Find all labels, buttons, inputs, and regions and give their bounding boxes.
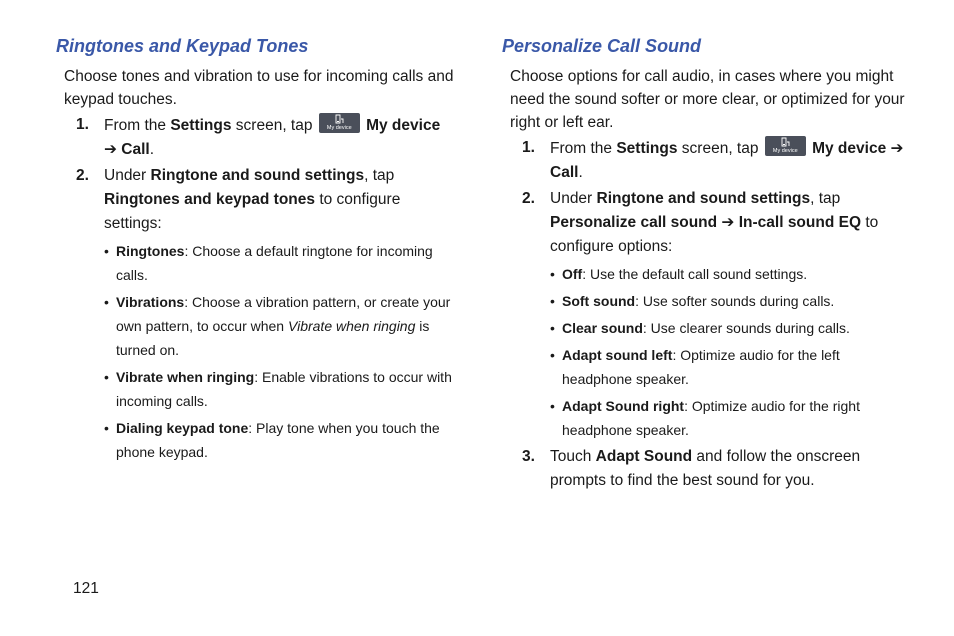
my-device-icon: My device: [765, 136, 806, 156]
step-1: 1. From the Settings screen, tap My device My device ➔ Call.: [56, 113, 456, 162]
step-number: 2.: [522, 190, 535, 207]
settings-term: Settings: [170, 117, 232, 134]
call-term: Call: [121, 141, 150, 158]
step-2: 2. Under Ringtone and sound settings, tap Ringtones and keypad tones to configure settings:: [56, 164, 456, 236]
my-device-term: My device: [366, 117, 441, 134]
list-item: • Vibrate when ringing: Enable vibrations to occur with incoming calls.: [104, 365, 456, 413]
list-item: • Vibrations: Choose a vibration pattern, or create your own pattern, to occur when Vibrate when ringing is turned on.: [104, 290, 456, 362]
list-item: • Soft sound: Use softer sounds during calls.: [550, 289, 912, 313]
step-3: 3. Touch Adapt Sound and follow the onscreen prompts to find the best sound for you.: [502, 445, 912, 493]
left-column: [56, 34, 456, 467]
list-item: • Ringtones: Choose a default ringtone for incoming calls.: [104, 239, 456, 287]
step-number: 1.: [522, 139, 535, 156]
intro-text: Choose tones and vibration to use for incoming calls and keypad touches.: [64, 68, 454, 108]
page-number: 121: [73, 580, 99, 597]
section-heading-call-sound: Personalize Call Sound: [502, 36, 702, 56]
my-device-icon: My device: [319, 113, 360, 133]
arrow: ➔: [886, 140, 904, 157]
step-1: 1. From the Settings screen, tap My device My device ➔ Call.: [502, 136, 912, 185]
step-number: 3.: [522, 448, 535, 465]
intro-text: Choose options for call audio, in cases where you might need the sound softer or more clear, or optimized for your right or left ear.: [510, 68, 905, 131]
list-item: • Adapt Sound right: Optimize audio for the right headphone speaker.: [550, 394, 912, 442]
step-2: 2. Under Ringtone and sound settings, tap Personalize call sound ➔ In-call sound EQ to configure options:: [502, 187, 912, 259]
arrow: ➔: [717, 214, 739, 231]
right-column: [502, 34, 912, 493]
list-item: • Off: Use the default call sound settings.: [550, 262, 912, 286]
step-number: 1.: [76, 116, 89, 133]
arrow: ➔: [104, 141, 122, 158]
options-list: [502, 262, 912, 442]
settings-list: [56, 239, 456, 464]
section-heading-ringtones: Ringtones and Keypad Tones: [56, 36, 309, 56]
list-item: • Clear sound: Use clearer sounds during calls.: [550, 316, 912, 340]
list-item: • Dialing keypad tone: Play tone when you touch the phone keypad.: [104, 416, 456, 464]
step-number: 2.: [76, 167, 89, 184]
list-item: • Adapt sound left: Optimize audio for the left headphone speaker.: [550, 343, 912, 391]
